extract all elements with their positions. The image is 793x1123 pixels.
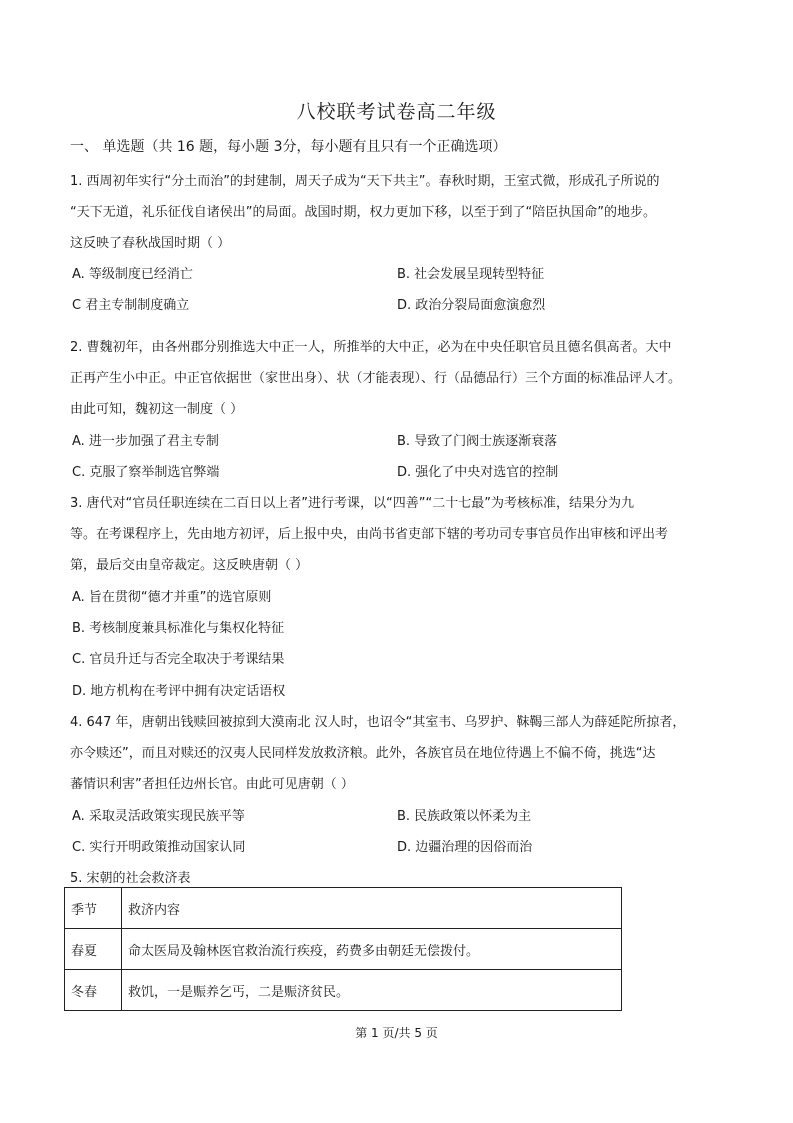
section-heading: 一、 单选题（共 16 题，每小题 3分，每小题有且只有一个正确选项） xyxy=(70,139,507,155)
q3-option-a[interactable]: A. 旨在贯彻“德才并重”的选官原则 xyxy=(72,590,272,605)
table-row xyxy=(65,970,622,1011)
page-footer: 第 1 页/共 5 页 xyxy=(355,1026,438,1040)
q3-line-2: 等。在考课程序上，先由地方初评，后上报中央，由尚书省吏部下辖的考功司专事官员作出审核和评出考 xyxy=(70,527,669,542)
q4-option-d[interactable]: D. 边疆治理的因俗而治 xyxy=(397,840,533,855)
q2-option-d[interactable]: D. 强化了中央对选官的控制 xyxy=(397,465,559,480)
q3-line-1: 3. 唐代对“官员任职连续在二百日以上者”进行考课，以“四善”“二十七最”为考核标准，结果分为九 xyxy=(70,496,634,511)
q1-option-d[interactable]: D. 政治分裂局面愈演愈烈 xyxy=(397,298,546,313)
q4-line-1: 4. 647 年，唐朝出钱赎回被掠到大漠南北 汉人时，也诏令“其室韦、乌罗护、靺鞨三部人为薛延陀所掠者， xyxy=(70,715,686,730)
q1-option-c[interactable]: C 君主专制制度确立 xyxy=(72,298,190,313)
table-cell-content: 命太医局及翰林医官救治流行疾疫，药费多由朝廷无偿拨付。 xyxy=(122,929,622,970)
q4-option-a[interactable]: A. 采取灵活政策实现民族平等 xyxy=(72,809,245,824)
q1-line-2: “天下无道，礼乐征伐自诸侯出”的局面。战国时期，权力更加下移，以至于到了“陪臣执国命”的地步。 xyxy=(70,205,656,220)
q3-option-c[interactable]: C. 官员升迁与否完全取决于考课结果 xyxy=(72,652,285,667)
table-row xyxy=(65,929,622,970)
q1-line-1: 1. 西周初年实行“分土而治”的封建制，周天子成为“天下共主”。春秋时期，王室式微，形成孔子所说的 xyxy=(70,174,660,189)
q1-option-b[interactable]: B. 社会发展呈现转型特征 xyxy=(397,267,545,282)
q4-option-b[interactable]: B. 民族政策以怀柔为主 xyxy=(397,809,532,824)
q2-option-b[interactable]: B. 导致了门阀士族逐渐衰落 xyxy=(397,434,558,449)
q3-line-3: 第，最后交由皇帝裁定。这反映唐朝（ ） xyxy=(70,558,309,573)
table-cell-season: 冬春 xyxy=(65,970,122,1011)
table-cell-content: 救饥，一是赈养乞丐，二是赈济贫民。 xyxy=(122,970,622,1011)
q1-option-a[interactable]: A. 等级制度已经消亡 xyxy=(72,267,193,282)
exam-title: 八校联考试卷高二年级 xyxy=(296,101,497,123)
table-cell-season: 春夏 xyxy=(65,929,122,970)
q1-line-3: 这反映了春秋战国时期（ ） xyxy=(70,236,231,251)
q2-option-a[interactable]: A. 进一步加强了君主专制 xyxy=(72,434,219,449)
q2-line-1: 2. 曹魏初年，由各州郡分别推选大中正一人，所推举的大中正，必为在中央任职官员且德名俱高者。大中 xyxy=(70,340,672,355)
q3-option-b[interactable]: B. 考核制度兼具标准化与集权化特征 xyxy=(72,621,285,636)
table-header-content: 救济内容 xyxy=(122,888,622,929)
relief-table xyxy=(64,887,622,1011)
q4-line-2: 亦令赎还”，而且对赎还的汉夷人民同样发放救济粮。此外，各族官员在地位待遇上不偏不倚，挑选“达 xyxy=(70,746,656,761)
q2-line-3: 由此可知，魏初这一制度（ ） xyxy=(70,402,244,417)
q2-line-2: 正再产生小中正。中正官依据世（家世出身）、状（才能表现）、行（品德品行）三个方面的标准品评人才。 xyxy=(70,371,682,386)
q3-option-d[interactable]: D. 地方机构在考评中拥有决定话语权 xyxy=(72,684,286,699)
table-row xyxy=(65,888,622,929)
q4-option-c[interactable]: C. 实行开明政策推动国家认同 xyxy=(72,840,246,855)
q5-caption: 5. 宋朝的社会救济表 xyxy=(70,871,191,886)
table-header-season: 季节 xyxy=(65,888,122,929)
q2-option-c[interactable]: C. 克服了察举制选官弊端 xyxy=(72,465,220,480)
q4-line-3: 蕃情识利害”者担任边州长官。由此可见唐朝（ ） xyxy=(70,777,354,792)
